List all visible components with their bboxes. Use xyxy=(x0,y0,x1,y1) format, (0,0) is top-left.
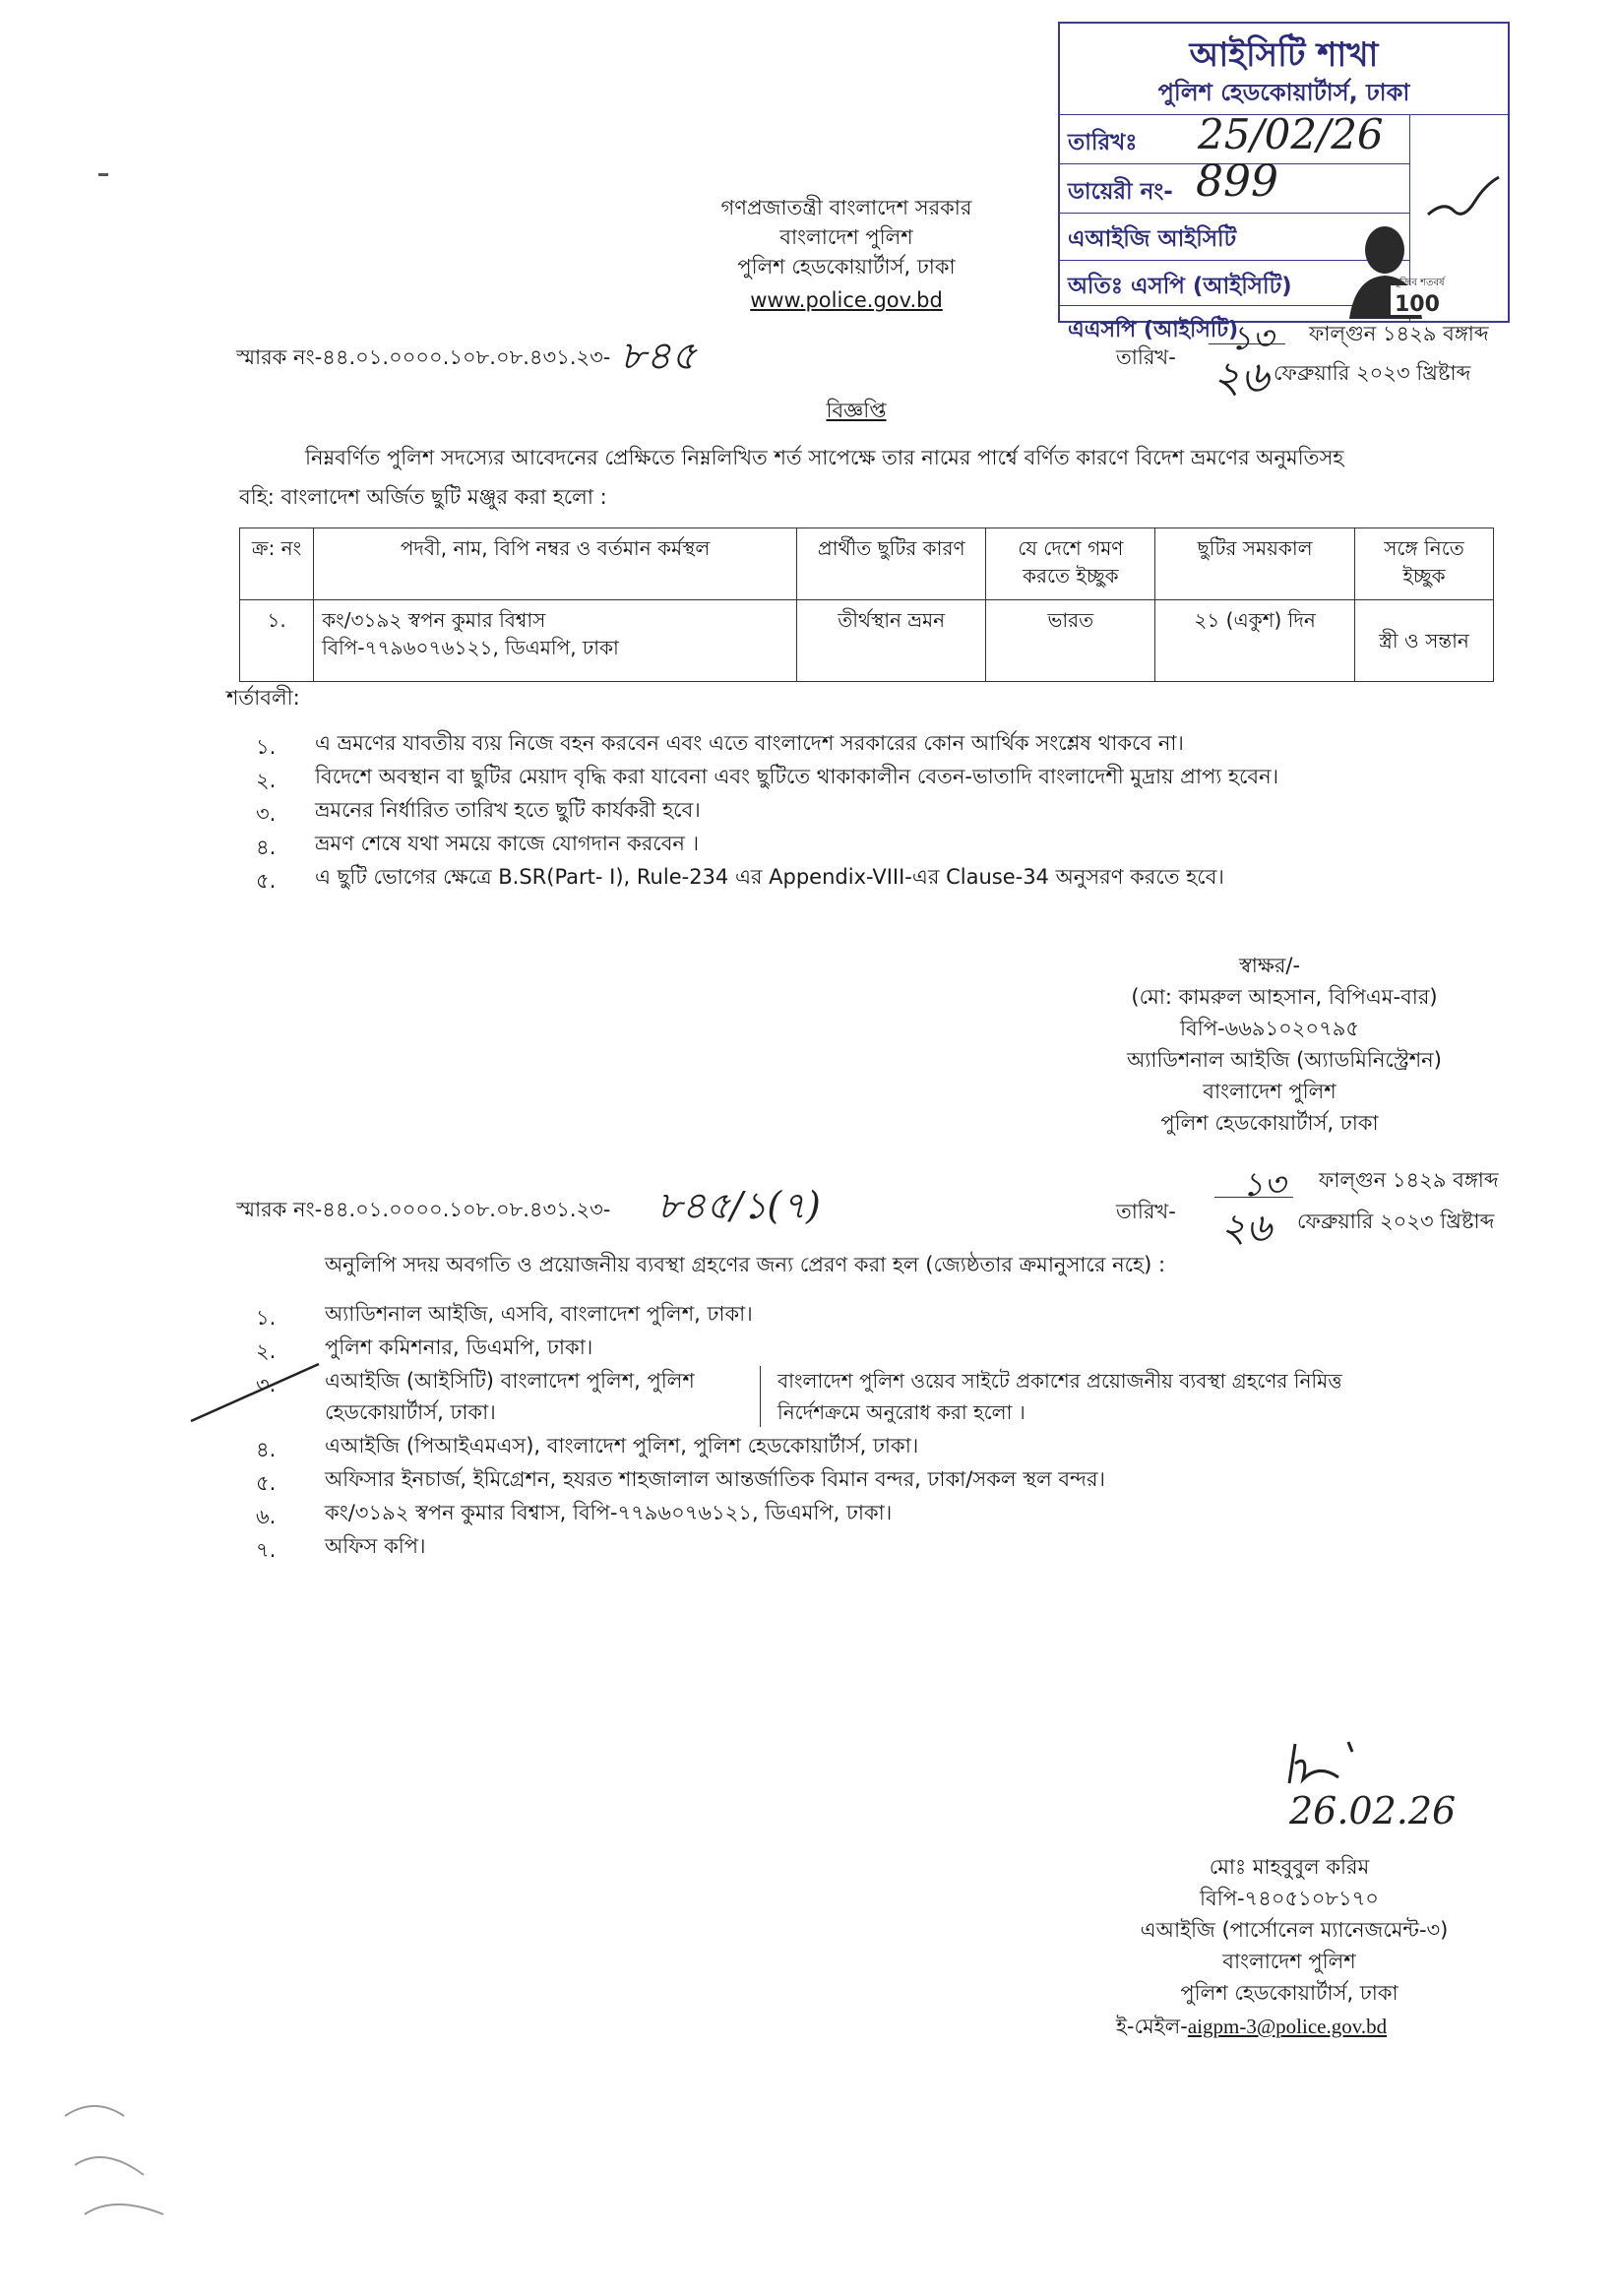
cell-name xyxy=(314,600,797,682)
signatory1-bp: বিপি-৬৬৯১০২০৭৯৫ xyxy=(1180,1017,1359,1040)
header-reason: প্রার্থীত ছুটির কারণ xyxy=(796,528,985,600)
signatory2-office: পুলিশ হেডকোয়ার্টার্স, ঢাকা xyxy=(1180,1981,1398,2005)
stamp-row-addl-sp: অতিঃ এসপি (আইসিটি) xyxy=(1068,274,1292,299)
memo2-date-bottom: ২৬ xyxy=(1220,1206,1273,1251)
header-companion: সঙ্গে নিতে ইচ্ছুক xyxy=(1354,528,1493,600)
stamp-date-value: 25/02/26 xyxy=(1198,110,1384,158)
memo1-date-label: তারিখ- xyxy=(1116,345,1176,369)
memo1-date-bottom: ২৬ xyxy=(1212,352,1270,403)
recipient-item: কং/৩১৯২ স্বপন কুমার বিশ্বাস, বিপি-৭৭৯৬০৭৬১২১, ডিএমপি, ঢাকা। xyxy=(325,1501,893,1524)
signatory1-name: (মো: কামরুল আহসান, বিপিএম-বার) xyxy=(1131,985,1438,1009)
stray-mark xyxy=(98,173,108,176)
condition-num: ৪. xyxy=(256,836,277,859)
recipient-item: অ্যাডিশনাল আইজি, এসবি, বাংলাদেশ পুলিশ, ঢাকা। xyxy=(325,1302,753,1326)
stamp-badge-text: মুজিব শতবর্ষ xyxy=(1395,278,1445,288)
police-line: বাংলাদেশ পুলিশ xyxy=(779,225,913,249)
condition-item: বিদেশে অবস্থান বা ছুটির মেয়াদ বৃদ্ধি করা যাবেনা এবং ছুটিতে থাকাকালীন বেতন-ভাতাদি বাংলাদেশী মুদ্রায় প্রাপ্য হবেন। xyxy=(315,765,1279,788)
recipient-item: পুলিশ কমিশনার, ডিএমপি, ঢাকা। xyxy=(325,1335,593,1359)
recipient-num: ৩. xyxy=(256,1373,277,1396)
recipient-num: ২. xyxy=(256,1339,277,1363)
recipient-item-cont: হেডকোয়ার্টার্স, ঢাকা। xyxy=(325,1400,496,1424)
recipient-num: ৭. xyxy=(256,1538,277,1562)
cell-name-line1: কং/৩১৯২ স্বপন কুমার বিশ্বাস xyxy=(322,608,546,632)
recipient-num: ১. xyxy=(256,1306,277,1330)
signatory1-org: বাংলাদেশ পুলিশ xyxy=(1203,1080,1336,1103)
condition-num: ৫. xyxy=(256,869,277,893)
stamp-title: আইসিটি শাখা xyxy=(1189,35,1379,75)
recipient-num: ৪. xyxy=(256,1438,277,1461)
memo1-english-date: ফেব্রুয়ারি ২০২৩ খ্রিষ্টাব্দ xyxy=(1274,361,1471,385)
checkmark-tick-icon xyxy=(187,1358,325,1427)
cell-country: ভারত xyxy=(986,600,1155,682)
intro-line-2: বহি: বাংলাদেশ অর্জিত ছুটি মঞ্জুর করা হলো : xyxy=(239,485,607,509)
header-name: পদবী, নাম, বিপি নম্বর ও বর্তমান কর্মস্থল xyxy=(314,528,797,600)
condition-item: এ ছুটি ভোগের ক্ষেত্রে B.SR(Part- I), Rule-234 এর Appendix-VIII-এর Clause-34 অনুসরণ করতে হবে। xyxy=(315,865,1224,889)
header-country: যে দেশে গমণ করতে ইচ্ছুক xyxy=(986,528,1155,600)
stamp-date-label: তারিখঃ xyxy=(1068,130,1138,155)
recipient-num: ৬. xyxy=(256,1505,277,1528)
email-label: ই-মেইল- xyxy=(1116,2015,1188,2038)
memo1-ref-number: ৮৪৫ xyxy=(620,334,697,379)
cell-duration: ২১ (একুশ) দিন xyxy=(1155,600,1355,682)
memo1-ref-label: স্মারক নং-৪৪.০১.০০০০.১০৮.০৮.৪৩১.২৩- xyxy=(236,345,611,369)
condition-num: ২. xyxy=(256,769,277,792)
conditions-title: শর্তাবলী: xyxy=(226,686,300,710)
condition-item: ভ্রমণ শেষে যথা সময়ে কাজে যোগদান করবেন । xyxy=(315,832,700,855)
recipient-item: এআইজি (আইসিটি) বাংলাদেশ পুলিশ, পুলিশ xyxy=(325,1369,695,1393)
cell-serial: ১. xyxy=(240,600,314,682)
recipient-num: ৫. xyxy=(256,1471,277,1495)
stamp-initial-signature xyxy=(1424,171,1503,230)
signatory2-hand-date: 26.02.26 xyxy=(1289,1789,1457,1832)
recipient-note-2: নির্দেশক্রমে অনুরোধ করা হলো । xyxy=(777,1400,1026,1424)
memo2-ref-label: স্মারক নং-৪৪.০১.০০০০.১০৮.০৮.৪৩১.২৩- xyxy=(236,1198,611,1221)
cell-name-line2: বিপি-৭৭৯৬০৭৬১২১, ডিএমপি, ঢাকা xyxy=(322,636,619,659)
memo2-bangla-date: ফাল্গুন ১৪২৯ বঙ্গাব্দ xyxy=(1319,1168,1499,1192)
memo1-bangla-date: ফাল্গুন ১৪২৯ বঙ্গাব্দ xyxy=(1309,322,1489,345)
signatory1-designation: অ্যাডিশনাল আইজি (অ্যাডমিনিস্ট্রেশন) xyxy=(1127,1048,1442,1072)
svg-text:100: 100 xyxy=(1395,292,1440,317)
condition-item: এ ভ্রমণের যাবতীয় ব্যয় নিজে বহন করবেন এবং এতে বাংলাদেশ সরকারের কোন আর্থিক সংশ্লেষ থাকবে না। xyxy=(315,731,1184,755)
intro-line-1: নিম্নবর্ণিত পুলিশ সদস্যের আবেদনের প্রেক্ষিতে নিম্নলিখিত শর্ত সাপেক্ষে তার নামের পার্শ্বে বর্ণিত কারণে বিদেশ ভ্রমণের অনুমতিসহ xyxy=(305,446,1344,469)
signed-mark: স্বাক্ষর/- xyxy=(1238,954,1301,977)
condition-item: ভ্রমনের নির্ধারিত তারিখ হতে ছুটি কার্যকরী হবে। xyxy=(315,798,701,822)
memo2-english-date: ফেব্রুয়ারি ২০২৩ খ্রিষ্টাব্দ xyxy=(1297,1210,1495,1233)
hq-line: পুলিশ হেডকোয়ার্টার্স, ঢাকা xyxy=(737,255,956,279)
header-duration: ছুটির সময়কাল xyxy=(1155,528,1355,600)
stamp-row-asp: এএসপি (আইসিটি) xyxy=(1068,318,1239,342)
condition-num: ৩. xyxy=(256,802,277,826)
signatory1-office: পুলিশ হেডকোয়ার্টার্স, ঢাকা xyxy=(1160,1111,1379,1135)
signatory2-org: বাংলাদেশ পুলিশ xyxy=(1222,1950,1356,1973)
recipient-item: এআইজি (পিআইএমএস), বাংলাদেশ পুলিশ, পুলিশ হেডকোয়ার্টার্স, ঢাকা। xyxy=(325,1434,919,1458)
recipient-item: অফিস কপি। xyxy=(325,1534,426,1558)
govt-line: গণপ্রজাতন্ত্রী বাংলাদেশ সরকার xyxy=(720,196,972,219)
header-serial: ক্র: নং xyxy=(240,528,314,600)
website-link[interactable]: www.police.gov.bd xyxy=(750,288,943,312)
notice-title: বিজ্ঞপ্তি xyxy=(826,399,887,422)
leave-table xyxy=(239,527,1494,682)
stamp-diary-value: 899 xyxy=(1196,156,1278,207)
cell-companion: স্ত্রী ও সন্তান xyxy=(1354,600,1493,682)
signatory2-signature xyxy=(1279,1734,1368,1793)
recipient-note-1: বাংলাদেশ পুলিশ ওয়েব সাইটে প্রকাশের প্রয়োজনীয় ব্যবস্থা গ্রহণের নিমিত্ত xyxy=(777,1369,1342,1393)
mujib-portrait-badge xyxy=(1336,217,1454,319)
email-link[interactable]: aigpm-3@police.gov.bd xyxy=(1187,2015,1388,2038)
signatory2-email-line xyxy=(1116,2012,1387,2041)
cell-reason: তীর্থস্থান ভ্রমন xyxy=(796,600,985,682)
table-row xyxy=(240,600,1494,682)
stamp-row-aig-ict: এআইজি আইসিটি xyxy=(1068,226,1237,252)
memo2-ref-number: ৮৪৫/১(৭) xyxy=(657,1184,821,1227)
memo2-date-label: তারিখ- xyxy=(1116,1200,1176,1223)
margin-scribble xyxy=(55,2086,193,2234)
condition-num: ১. xyxy=(256,735,277,759)
signatory2-name: মোঃ মাহবুবুল করিম xyxy=(1209,1855,1370,1879)
signatory2-bp: বিপি-৭৪০৫১০৮১৭০ xyxy=(1200,1887,1379,1910)
recipient-item: অফিসার ইনচার্জ, ইমিগ্রেশন, হযরত শাহজালাল আন্তর্জাতিক বিমান বন্দর, ঢাকা/সকল স্থল বন্দর। xyxy=(325,1467,1106,1491)
memo2-date-top: ১৩ xyxy=(1242,1165,1286,1205)
stamp-diary-label: ডায়েরী নং- xyxy=(1068,179,1173,205)
signatory2-designation: এআইজি (পার্সোনেল ম্যানেজমেন্ট-৩) xyxy=(1140,1918,1449,1942)
memo1-date-top: ১৩ xyxy=(1230,319,1274,358)
copy-intro: অনুলিপি সদয় অবগতি ও প্রয়োজনীয় ব্যবস্থা গ্রহণের জন্য প্রেরণ করা হল (জ্যেষ্ঠতার ক্রমানুসারে নহে) : xyxy=(325,1253,1166,1276)
table-header-row xyxy=(240,528,1494,600)
stamp-subtitle: পুলিশ হেডকোয়ার্টার্স, ঢাকা xyxy=(1157,79,1410,106)
